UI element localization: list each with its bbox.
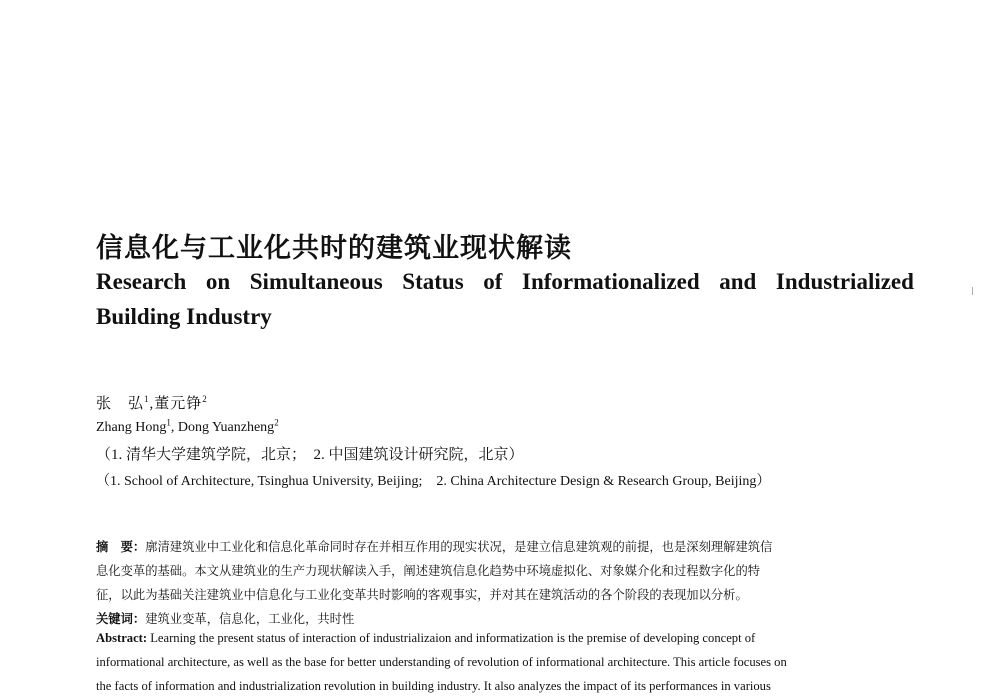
title-word: Status xyxy=(402,269,464,294)
author-name: Dong Yuanzheng xyxy=(177,420,275,435)
title-word: of xyxy=(483,269,503,294)
affiliation-marker: 2 xyxy=(274,417,279,428)
title-chinese: 信息化与工业化共时的建筑业现状解读 xyxy=(96,233,572,264)
authors-english xyxy=(96,417,279,436)
title-word: Research xyxy=(96,269,187,294)
title-word: and xyxy=(719,269,757,294)
title-word: Simultaneous xyxy=(249,269,383,294)
author-name: Zhang Hong xyxy=(96,420,167,435)
title-word: Informationalized xyxy=(522,269,700,294)
margin-mark xyxy=(972,287,973,295)
author-name: 董元铮 xyxy=(154,396,203,412)
author-separator: , xyxy=(170,420,178,435)
title-word: on xyxy=(205,269,231,294)
keywords-text: 建筑业变革，信息化，工业化，共时性 xyxy=(145,612,355,626)
abstract-line: informational architecture, as well as the base for better understanding of revolution of informational architecture. This article focuses on xyxy=(96,655,787,669)
affiliations-chinese: （1. 清华大学建筑学院，北京； 2. 中国建筑设计研究院，北京） xyxy=(96,447,524,463)
affiliation-marker: 1 xyxy=(144,394,150,404)
title-english-line1 xyxy=(96,264,914,299)
authors-chinese xyxy=(96,392,208,413)
abstract-label: 摘 要： xyxy=(96,540,146,554)
abstract-line: 征，以此为基础关注建筑业中信息化与工业化变革共时影响的客观事实，并对其在建筑活动的各个阶段的表现加以分析。 xyxy=(96,588,748,602)
abstract-line xyxy=(96,626,914,650)
abstract-line: 息化变革的基础。本文从建筑业的生产力现状解读入手，阐述建筑信息化趋势中环境虚拟化、对象媒介化和过程数字化的特 xyxy=(96,564,761,578)
title-english-line2: Building Industry xyxy=(96,304,272,329)
abstract-chinese xyxy=(96,535,914,631)
title-word: Industrialized xyxy=(775,269,914,294)
abstract-text: Learning the present status of interaction of industrializaion and informatization is the premise of developing concept of xyxy=(150,631,756,645)
affiliations-english: （1. School of Architecture, Tsinghua University, Beijing; 2. China Architecture Design & Research Group, Beijing） xyxy=(96,474,771,489)
author-separator: , xyxy=(149,396,155,412)
abstract-line xyxy=(96,535,914,559)
keywords-label: 关键词： xyxy=(96,612,146,626)
abstract-text: 廓清建筑业中工业化和信息化革命同时存在并相互作用的现实状况，是建立信息建筑观的前提，也是深刻理解建筑信 xyxy=(145,540,773,554)
abstract-line: the facts of information and industrialization revolution in building industry. It also analyzes the impact of its performances in various xyxy=(96,679,771,693)
affiliation-marker: 1 xyxy=(166,417,171,428)
abstract-label: Abstract: xyxy=(96,631,148,645)
abstract-english xyxy=(96,626,914,698)
affiliation-marker: 2 xyxy=(202,394,208,404)
author-name: 张 弘 xyxy=(96,396,145,412)
